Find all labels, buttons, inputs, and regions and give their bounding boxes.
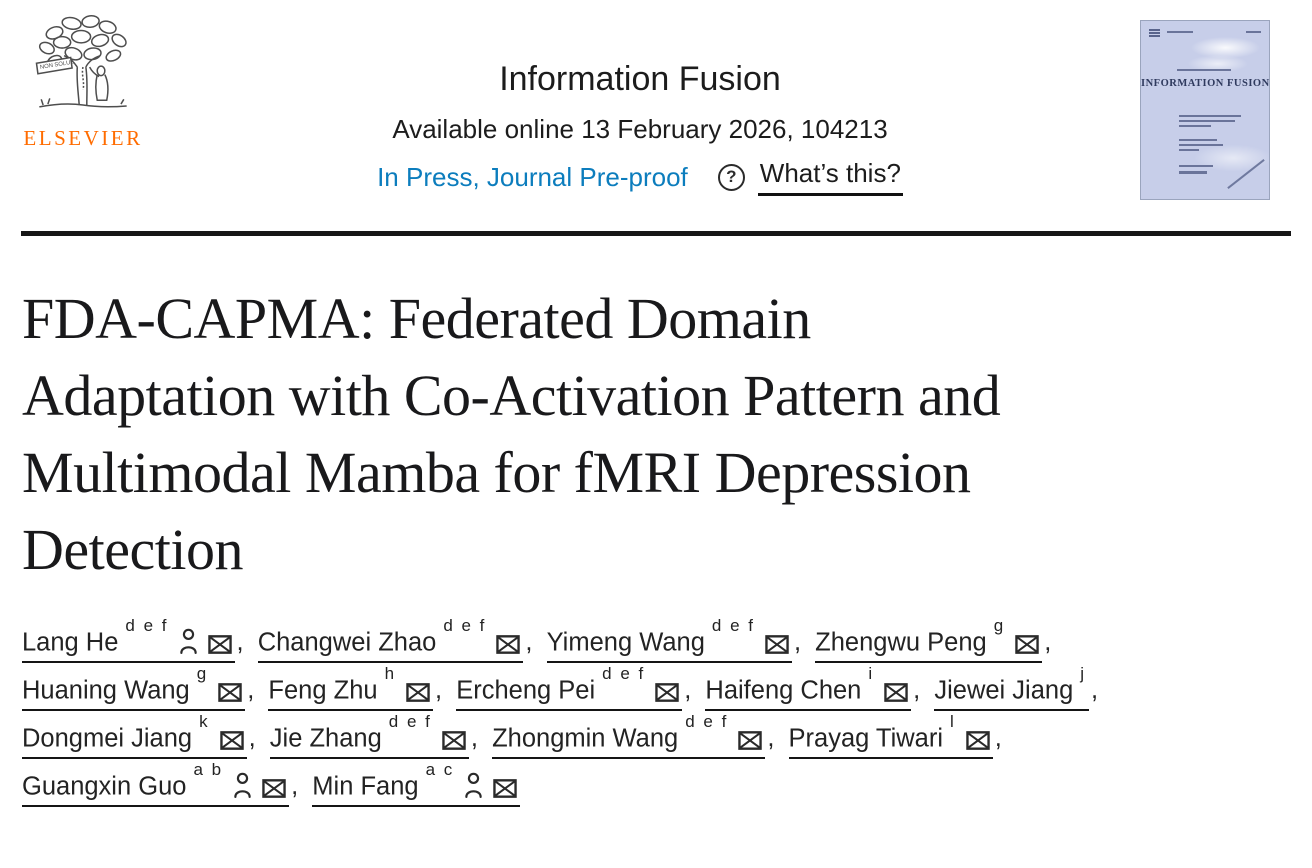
author-group <box>788 711 1009 752</box>
author-group <box>815 615 1058 656</box>
non-solus-banner: NON SOLUS <box>39 59 75 71</box>
journal-header <box>150 58 1130 196</box>
author-list <box>22 615 1298 810</box>
author-name: Zhongmin Wang <box>492 724 679 752</box>
author-separator: , <box>1044 628 1052 656</box>
question-circle-icon[interactable]: ? <box>718 164 745 191</box>
author-link[interactable] <box>492 711 765 760</box>
person-icon[interactable] <box>233 771 252 801</box>
whats-this-link[interactable]: What’s this? <box>758 158 903 196</box>
envelope-icon[interactable] <box>493 771 517 801</box>
author-group <box>22 615 251 656</box>
author-separator: , <box>525 628 533 656</box>
author-affiliation-sup: d e f <box>443 615 487 635</box>
journal-title: Information Fusion <box>499 60 781 98</box>
author-affiliation-sup: a c <box>425 759 455 779</box>
cover-journal-title: INFORMATION FUSION <box>1141 78 1270 89</box>
author-affiliation-sup: g <box>993 615 1006 635</box>
author-group <box>268 663 449 704</box>
article-title-line: Adaptation with Co-Activation Pattern and <box>22 363 1001 428</box>
author-separator: , <box>684 676 692 704</box>
cover-text-line <box>1179 165 1213 167</box>
author-name: Huaning Wang <box>22 676 190 704</box>
available-online-line: Available online 13 February 2026, 104213 <box>392 114 888 144</box>
author-link[interactable] <box>22 759 289 808</box>
author-name: Ercheng Pei <box>456 676 596 704</box>
author-affiliation-sup: h <box>384 663 397 683</box>
author-group <box>22 663 261 704</box>
cover-text-line <box>1179 120 1235 122</box>
author-separator: , <box>913 676 921 704</box>
author-name: Haifeng Chen <box>705 676 862 704</box>
author-link[interactable] <box>705 663 911 712</box>
article-title-line: Multimodal Mamba for fMRI Depression <box>22 440 971 505</box>
author-name: Prayag Tiwari <box>788 724 943 752</box>
article-title-line: Detection <box>22 517 243 582</box>
author-group <box>312 759 520 800</box>
author-name: Jiewei Jiang <box>934 676 1074 704</box>
author-link[interactable] <box>22 615 235 664</box>
author-name: Guangxin Guo <box>22 772 187 800</box>
envelope-icon[interactable] <box>655 675 679 705</box>
author-group <box>456 663 698 704</box>
author-name: Yimeng Wang <box>546 628 705 656</box>
author-affiliation-sup: l <box>950 711 956 731</box>
elsevier-logo <box>22 12 144 151</box>
author-name: Dongmei Jiang <box>22 724 193 752</box>
envelope-icon[interactable] <box>208 627 232 657</box>
author-affiliation-sup: g <box>196 663 209 683</box>
cover-text-line <box>1177 69 1231 71</box>
cover-text-line <box>1246 31 1261 33</box>
author-name: Lang He <box>22 628 119 656</box>
article-title <box>22 280 1298 588</box>
author-link[interactable] <box>934 663 1089 712</box>
envelope-icon[interactable] <box>220 723 244 753</box>
cover-text-line <box>1179 171 1207 174</box>
author-link[interactable] <box>22 663 245 712</box>
envelope-icon[interactable] <box>406 675 430 705</box>
author-affiliation-sup: a b <box>193 759 224 779</box>
author-name: Feng Zhu <box>268 676 378 704</box>
cover-text-line <box>1179 125 1211 127</box>
author-affiliation-sup: d e f <box>125 615 169 635</box>
journal-cover-thumbnail[interactable] <box>1140 20 1270 200</box>
envelope-icon[interactable] <box>966 723 990 753</box>
envelope-icon[interactable] <box>738 723 762 753</box>
cover-text-line <box>1179 139 1217 141</box>
author-separator: , <box>247 676 255 704</box>
author-separator: , <box>767 724 775 752</box>
author-link[interactable] <box>312 759 520 808</box>
author-group <box>934 663 1105 704</box>
author-separator: , <box>793 628 802 656</box>
author-separator: , <box>994 724 1002 752</box>
author-affiliation-sup: d e f <box>685 711 729 731</box>
author-link[interactable] <box>546 615 792 664</box>
elsevier-wordmark: ELSEVIER <box>23 126 143 150</box>
cover-text-line <box>1167 31 1193 33</box>
author-affiliation-sup: i <box>868 663 875 683</box>
author-name: Changwei Zhao <box>257 628 437 656</box>
cover-text-line <box>1179 115 1241 117</box>
author-link[interactable] <box>269 711 469 760</box>
author-separator: , <box>470 724 478 752</box>
author-group <box>546 615 808 656</box>
author-group <box>492 711 781 752</box>
envelope-icon[interactable] <box>884 675 908 705</box>
cover-diagonal-text <box>1227 159 1264 189</box>
author-link[interactable] <box>257 615 524 664</box>
author-affiliation-sup: k <box>199 711 210 731</box>
article-title-line: FDA-CAPMA: Federated Domain <box>22 286 811 351</box>
author-affiliation-sup: d e f <box>388 711 432 731</box>
author-group <box>22 711 263 752</box>
author-link[interactable] <box>268 663 433 712</box>
envelope-icon[interactable] <box>218 675 242 705</box>
author-group <box>269 711 485 752</box>
cover-text-line <box>1179 144 1223 146</box>
envelope-icon[interactable] <box>765 627 789 657</box>
envelope-icon[interactable] <box>442 723 466 753</box>
elsevier-tree-icon <box>24 12 142 124</box>
in-press-link[interactable]: In Press, Journal Pre-proof <box>377 161 688 192</box>
person-icon[interactable] <box>179 627 198 657</box>
status-row <box>150 158 1130 196</box>
author-name: Min Fang <box>312 772 419 800</box>
author-separator: , <box>236 628 244 656</box>
author-link[interactable] <box>788 711 993 760</box>
author-separator: , <box>291 772 299 800</box>
envelope-icon[interactable] <box>262 771 286 801</box>
author-link[interactable] <box>815 615 1042 664</box>
person-icon[interactable] <box>464 771 483 801</box>
author-separator: , <box>1091 676 1099 704</box>
author-name: Jie Zhang <box>269 724 382 752</box>
cover-mini-logo <box>1149 29 1160 38</box>
author-affiliation-sup: j <box>1080 663 1087 683</box>
envelope-icon[interactable] <box>1015 627 1039 657</box>
header-divider-rule <box>21 231 1291 236</box>
article-main <box>22 280 1298 810</box>
whats-this-group[interactable] <box>718 158 903 196</box>
author-group <box>705 663 927 704</box>
cover-text-line <box>1179 149 1199 151</box>
author-name: Zhengwu Peng <box>815 628 987 656</box>
author-group <box>22 759 305 800</box>
author-separator: , <box>248 724 256 752</box>
author-link[interactable] <box>456 663 682 712</box>
author-affiliation-sup: d e f <box>711 615 755 635</box>
author-separator: , <box>435 676 443 704</box>
author-affiliation-sup: d e f <box>602 663 646 683</box>
author-group <box>257 615 540 656</box>
author-link[interactable] <box>22 711 247 760</box>
envelope-icon[interactable] <box>496 627 520 657</box>
